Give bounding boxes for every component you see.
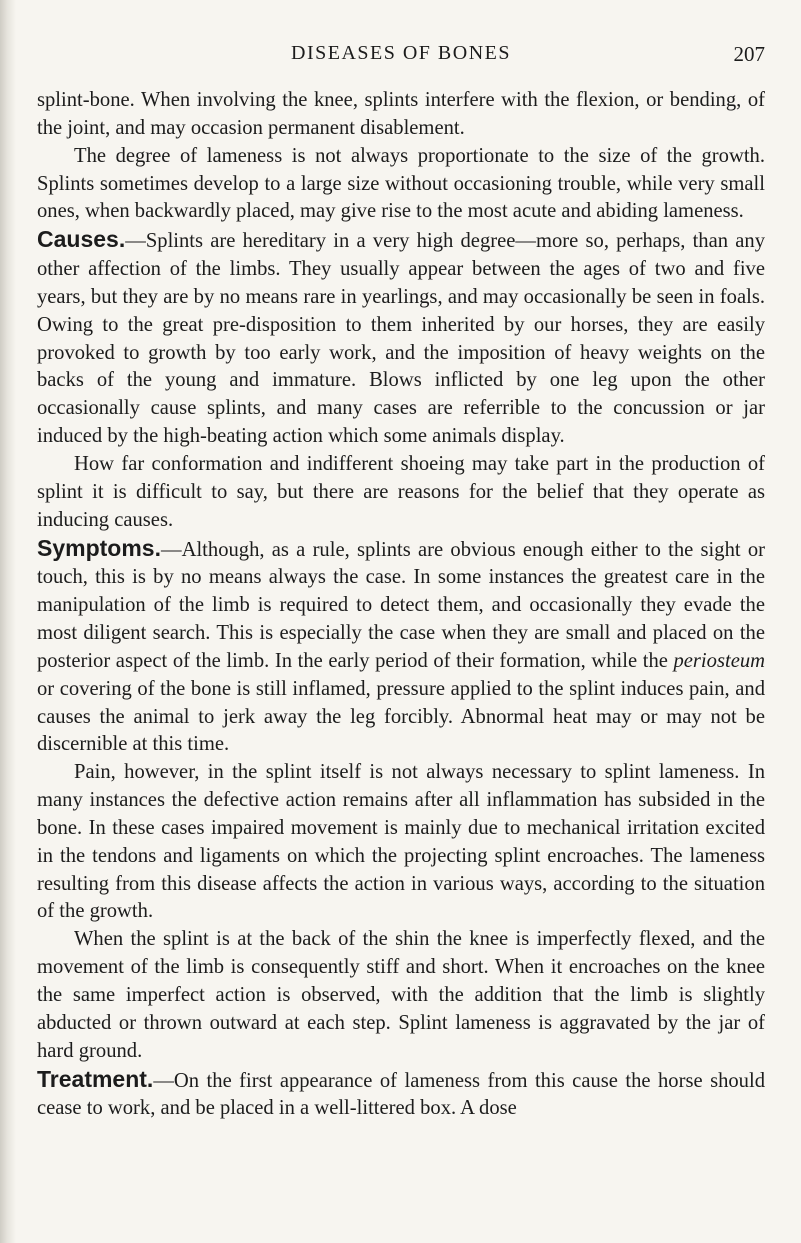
paragraph-pain: Pain, however, in the splint itself is not always necessary to splint lameness. In many instances the defective action remains after all inflammation has subsided in the bone. In these cases impaired movement is mainly due to mechanical irritation excited in the tendons and ligaments on which the projecting splint encroaches. The lameness resulting from this disease affects the action in various ways, according to the situation of the growth.: [37, 761, 765, 923]
paragraph-treatment: [37, 1066, 765, 1124]
treatment-text: —On the first appearance of lameness from this cause the horse should cease to work, and be placed in a well-littered box. A dose: [37, 1069, 765, 1120]
paragraph-causes: [37, 226, 765, 451]
page-number: 207: [733, 42, 765, 66]
paragraph-symptoms: [37, 535, 765, 760]
page-body: [37, 87, 765, 1123]
causes-heading: Causes.: [37, 226, 126, 253]
symptoms-text-a: —Although, as a rule, splints are obvious enough either to the sight or touch, this is by no means always the case. In some instances the greatest care in the manipulation of the limb is required to detect them, and occasionally they evade the most diligent search. This is especially the case when they are small and placed on the posterior aspect of the limb. In the early period of their formation, while the: [37, 538, 765, 672]
paragraph-conformation: How far conformation and indifferent shoeing may take part in the production of splint it is difficult to say, but there are reasons for the belief that they operate as inducing causes.: [37, 452, 765, 531]
causes-text: —Splints are hereditary in a very high degree—more so, perhaps, than any other affection of the limbs. They usually appear between the ages of two and five years, but they are by no means rare in yearlings, and may occasionally be seen in foals. Owing to the great pre-disposition to them inherited by our horses, they are easily provoked to growth by too early work, and the imposition of heavy weights on the backs of the young and immature. Blows inflicted by one leg upon the other occasionally cause splints, and many cases are referrible to the concussion or jar induced by the high-beating action which some animals display.: [37, 230, 765, 448]
running-title: DISEASES OF BONES: [291, 42, 511, 64]
page-header: [37, 42, 765, 72]
treatment-heading: Treatment.: [37, 1065, 154, 1092]
symptoms-heading: Symptoms.: [37, 534, 161, 561]
page-edge-shadow: [0, 0, 16, 1243]
paragraph-continuation: splint-bone. When involving the knee, splints interfere with the flexion, or bending, of the joint, and may occasion permanent disablement.: [37, 89, 765, 139]
paragraph-lameness-degree: The degree of lameness is not always proportionate to the size of the growth. Splints sometimes develop to a large size without occasioning trouble, while very small ones, when backwardly placed, may give rise to the most acute and abiding lameness.: [37, 144, 765, 223]
symptoms-text-b: or covering of the bone is still inflamed, pressure applied to the splint induces pain, and causes the animal to jerk away the leg forcibly. Abnormal heat may or may not be discernible at this time.: [37, 677, 765, 756]
paragraph-shin: When the splint is at the back of the shin the knee is imperfectly flexed, and the movement of the limb is consequently stiff and short. When it encroaches on the knee the same imperfect action is observed, with the addition that the limb is slightly abducted or thrown outward at each step. Splint lameness is aggravated by the jar of hard ground.: [37, 928, 765, 1062]
symptoms-italic-term: periosteum: [673, 649, 765, 672]
